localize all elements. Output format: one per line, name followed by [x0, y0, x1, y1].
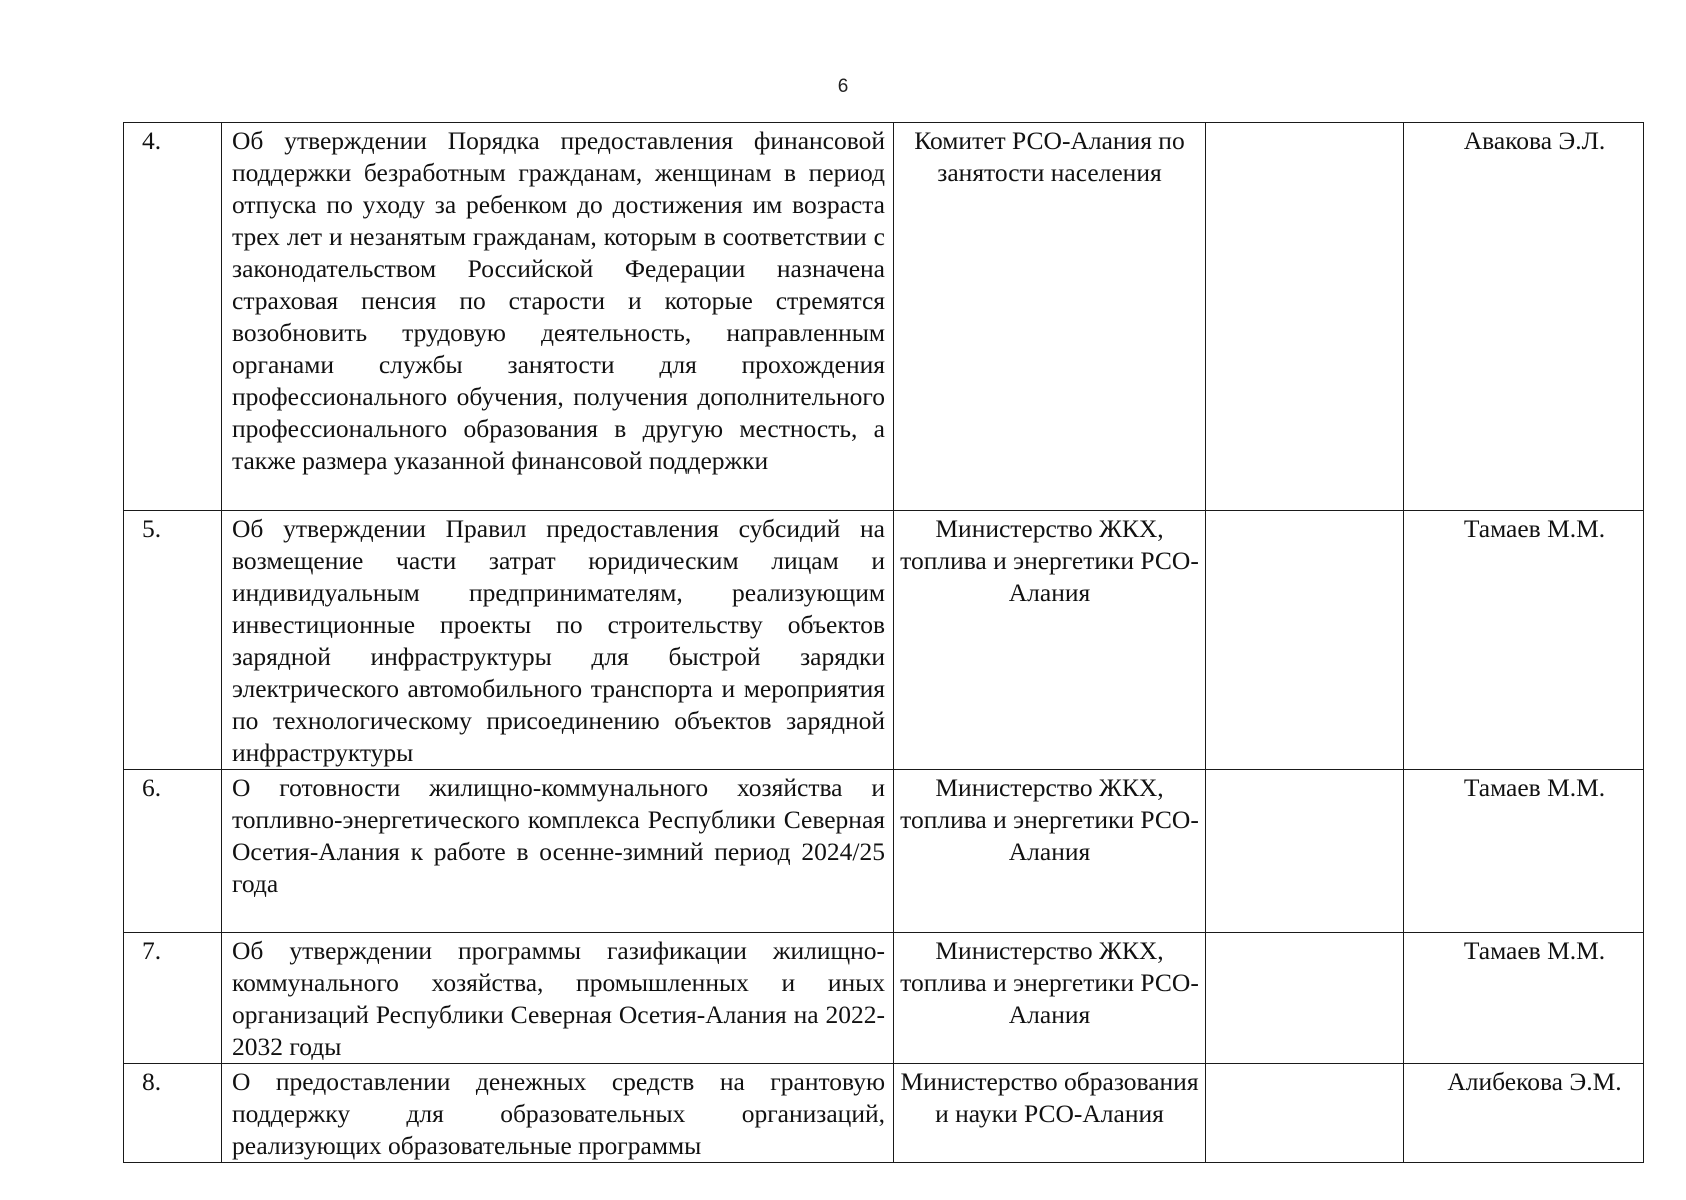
blank-cell	[1206, 511, 1404, 770]
row-responsible: Тамаев М.М.	[1463, 514, 1606, 543]
row-number-cell	[124, 123, 222, 511]
responsible-cell	[1404, 511, 1644, 770]
row-number-cell	[124, 770, 222, 933]
row-number: 4.	[142, 126, 162, 155]
row-number: 8.	[142, 1067, 162, 1096]
title-cell	[222, 1064, 894, 1163]
plan-table	[123, 122, 1644, 1163]
responsible-cell	[1404, 1064, 1644, 1163]
responsible-cell	[1404, 123, 1644, 511]
blank-cell	[1206, 770, 1404, 933]
row-organization: Министерство ЖКХ, топлива и энергетики РСО-Алания	[900, 773, 1199, 866]
page-number: 6	[837, 76, 849, 97]
row-number: 6.	[142, 773, 162, 802]
responsible-cell	[1404, 770, 1644, 933]
row-responsible: Авакова Э.Л.	[1463, 126, 1606, 155]
blank-cell	[1206, 123, 1404, 511]
organization-cell	[894, 1064, 1206, 1163]
row-number-cell	[124, 511, 222, 770]
row-title: Об утверждении программы газификации жилищно-коммунального хозяйства, промышленных и иных организаций Республики Северная Осетия-Алания на 2022-2032 годы	[232, 936, 885, 1061]
organization-cell	[894, 511, 1206, 770]
title-cell	[222, 511, 894, 770]
row-number-cell	[124, 1064, 222, 1163]
row-number: 7.	[142, 936, 162, 965]
table-row	[124, 1064, 1644, 1163]
table-row	[124, 770, 1644, 933]
row-responsible: Алибекова Э.М.	[1447, 1067, 1622, 1096]
responsible-cell	[1404, 933, 1644, 1064]
row-organization: Комитет РСО-Алания по занятости населения	[914, 126, 1185, 187]
title-cell	[222, 933, 894, 1064]
table-row	[124, 511, 1644, 770]
organization-cell	[894, 933, 1206, 1064]
row-number-cell	[124, 933, 222, 1064]
blank-cell	[1206, 933, 1404, 1064]
table-row	[124, 933, 1644, 1064]
row-title: О предоставлении денежных средств на грантовую поддержку для образовательных организаций, реализующих образовательные программы	[232, 1067, 885, 1160]
title-cell	[222, 123, 894, 511]
organization-cell	[894, 770, 1206, 933]
row-organization: Министерство ЖКХ, топлива и энергетики РСО-Алания	[900, 936, 1199, 1029]
row-number: 5.	[142, 514, 162, 543]
title-cell	[222, 770, 894, 933]
row-title: Об утверждении Порядка предоставления финансовой поддержки безработным гражданам, женщинам в период отпуска по уходу за ребенком до достижения им возраста трех лет и незанятым гражданам, которым в соответствии с законодательством Российской Федерации назначена страховая пенсия по старости и которые стремятся возобновить трудовую деятельность, направленным органами службы занятости для прохождения профессионального обучения, получения дополнительного профессионального образования в другую местность, а также размера указанной финансовой поддержки	[232, 126, 885, 475]
blank-cell	[1206, 1064, 1404, 1163]
row-organization: Министерство ЖКХ, топлива и энергетики РСО-Алания	[900, 514, 1199, 607]
row-organization: Министерство образования и науки РСО-Алания	[900, 1067, 1199, 1128]
row-responsible: Тамаев М.М.	[1463, 936, 1606, 965]
row-responsible: Тамаев М.М.	[1463, 773, 1606, 802]
table-row	[124, 123, 1644, 511]
organization-cell	[894, 123, 1206, 511]
row-title: Об утверждении Правил предоставления субсидий на возмещение части затрат юридическим лицам и индивидуальным предпринимателям, реализующим инвестиционные проекты по строительству объектов зарядной инфраструктуры для быстрой зарядки электрического автомобильного транспорта и мероприятия по технологическому присоединению объектов зарядной инфраструктуры	[232, 514, 885, 767]
row-title: О готовности жилищно-коммунального хозяйства и топливно-энергетического комплекса Республики Северная Осетия-Алания к работе в осенне-зимний период 2024/25 года	[232, 773, 885, 898]
